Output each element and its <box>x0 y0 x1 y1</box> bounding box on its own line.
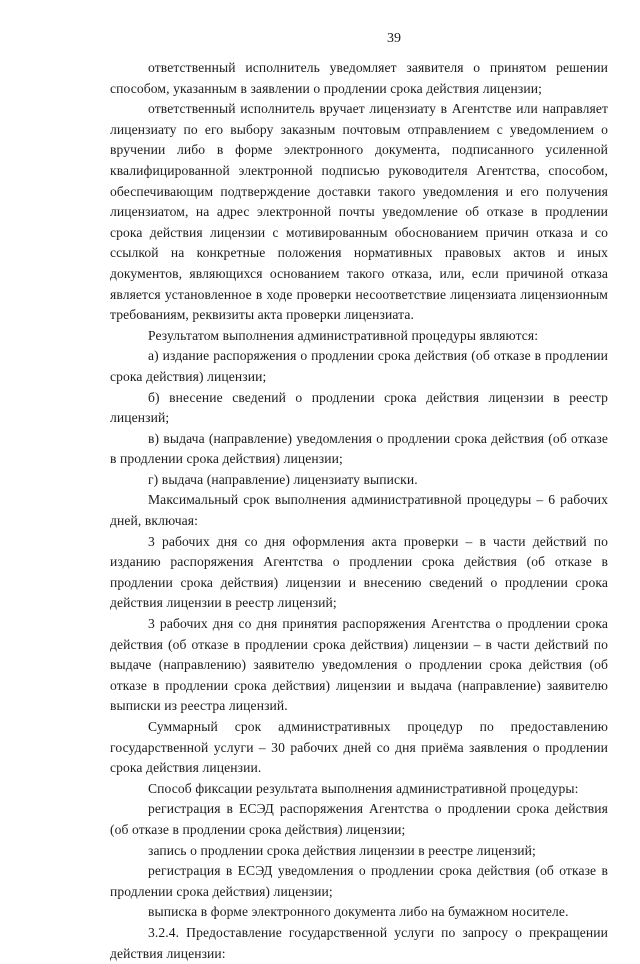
paragraph: 3 рабочих дня со дня принятия распоряжения Агентства о продлении срока действия (об отказе в продлении срока действия) лицензии – в части действий по выдаче (направлению) заявителю уведомления о продлении срока действия (об отказе в продлении срока действия) лицензии и выдача (направление) заявителю выписки из реестра лицензий. <box>110 616 608 714</box>
paragraph: ответственный исполнитель вручает лицензиату в Агентстве или направляет лицензиату по его выбору заказным почтовым отправлением с уведомлением о вручении либо в форме электронного документа, подписанного усиленной квалифицированной электронной подписью руководителя Агентства, способом, обеспечивающим подтверждение доставки такого уведомления и его получения лицензиатом, на адрес электронной почты уведомление об отказе в продлении срока действия лицензии с мотивированным обоснованием причин отказа и со ссылкой на конкретные положения нормативных правовых актов и иных документов, являющихся основанием такого отказа, или, если причиной отказа является установленное в ходе проверки несоответствие лицензиата лицензионным требованиям, реквизиты акта проверки лицензиата. <box>110 101 608 323</box>
paragraph: б) внесение сведений о продлении срока действия лицензии в реестр лицензий; <box>110 389 608 426</box>
paragraph: Способ фиксации результата выполнения административной процедуры: <box>148 780 579 796</box>
paragraph: регистрация в ЕСЭД уведомления о продлении срока действия (об отказе в продлении срока действия) лицензии; <box>110 863 608 899</box>
paragraph: Результатом выполнения административной процедуры являются: <box>148 327 539 343</box>
paragraph: 3 рабочих дня со дня оформления акта проверки – в части действий по изданию распоряжения Агентства о продлении срока действия (об отказе в продлении срока действия) лицензии и внесению сведений о продлении срока действия лицензии в реестр лицензий; <box>110 533 608 611</box>
section-heading: 3.2.4. Предоставление государственной услуги по запросу о прекращении действия лицензии: <box>110 924 608 961</box>
paragraph: выписка в форме электронного документа либо на бумажном носителе. <box>148 904 569 920</box>
paragraph: г) выдача (направление) лицензиату выписки. <box>148 471 418 487</box>
document-body <box>110 58 608 964</box>
paragraph: Суммарный срок административных процедур по предоставлению государственной услуги – 30 рабочих дней со дня приёма заявления о продлении срока действия лицензии. <box>110 719 608 776</box>
paragraph: ответственный исполнитель уведомляет заявителя о принятом решении способом, указанным в заявлении о продлении срока действия лицензии; <box>110 60 608 96</box>
paragraph: запись о продлении срока действия лицензии в реестре лицензий; <box>148 842 536 858</box>
paragraph: Максимальный срок выполнения административной процедуры – 6 рабочих дней, включая: <box>110 492 608 529</box>
paragraph: регистрация в ЕСЭД распоряжения Агентства о продлении срока действия (об отказе в продлении срока действия) лицензии; <box>110 801 608 837</box>
paragraph: а) издание распоряжения о продлении срока действия (об отказе в продлении срока действия) лицензии; <box>110 348 608 384</box>
paragraph: в) выдача (направление) уведомления о продлении срока действия (об отказе в продлении срока действия) лицензии; <box>110 430 608 467</box>
page-number: 39 <box>387 31 401 46</box>
